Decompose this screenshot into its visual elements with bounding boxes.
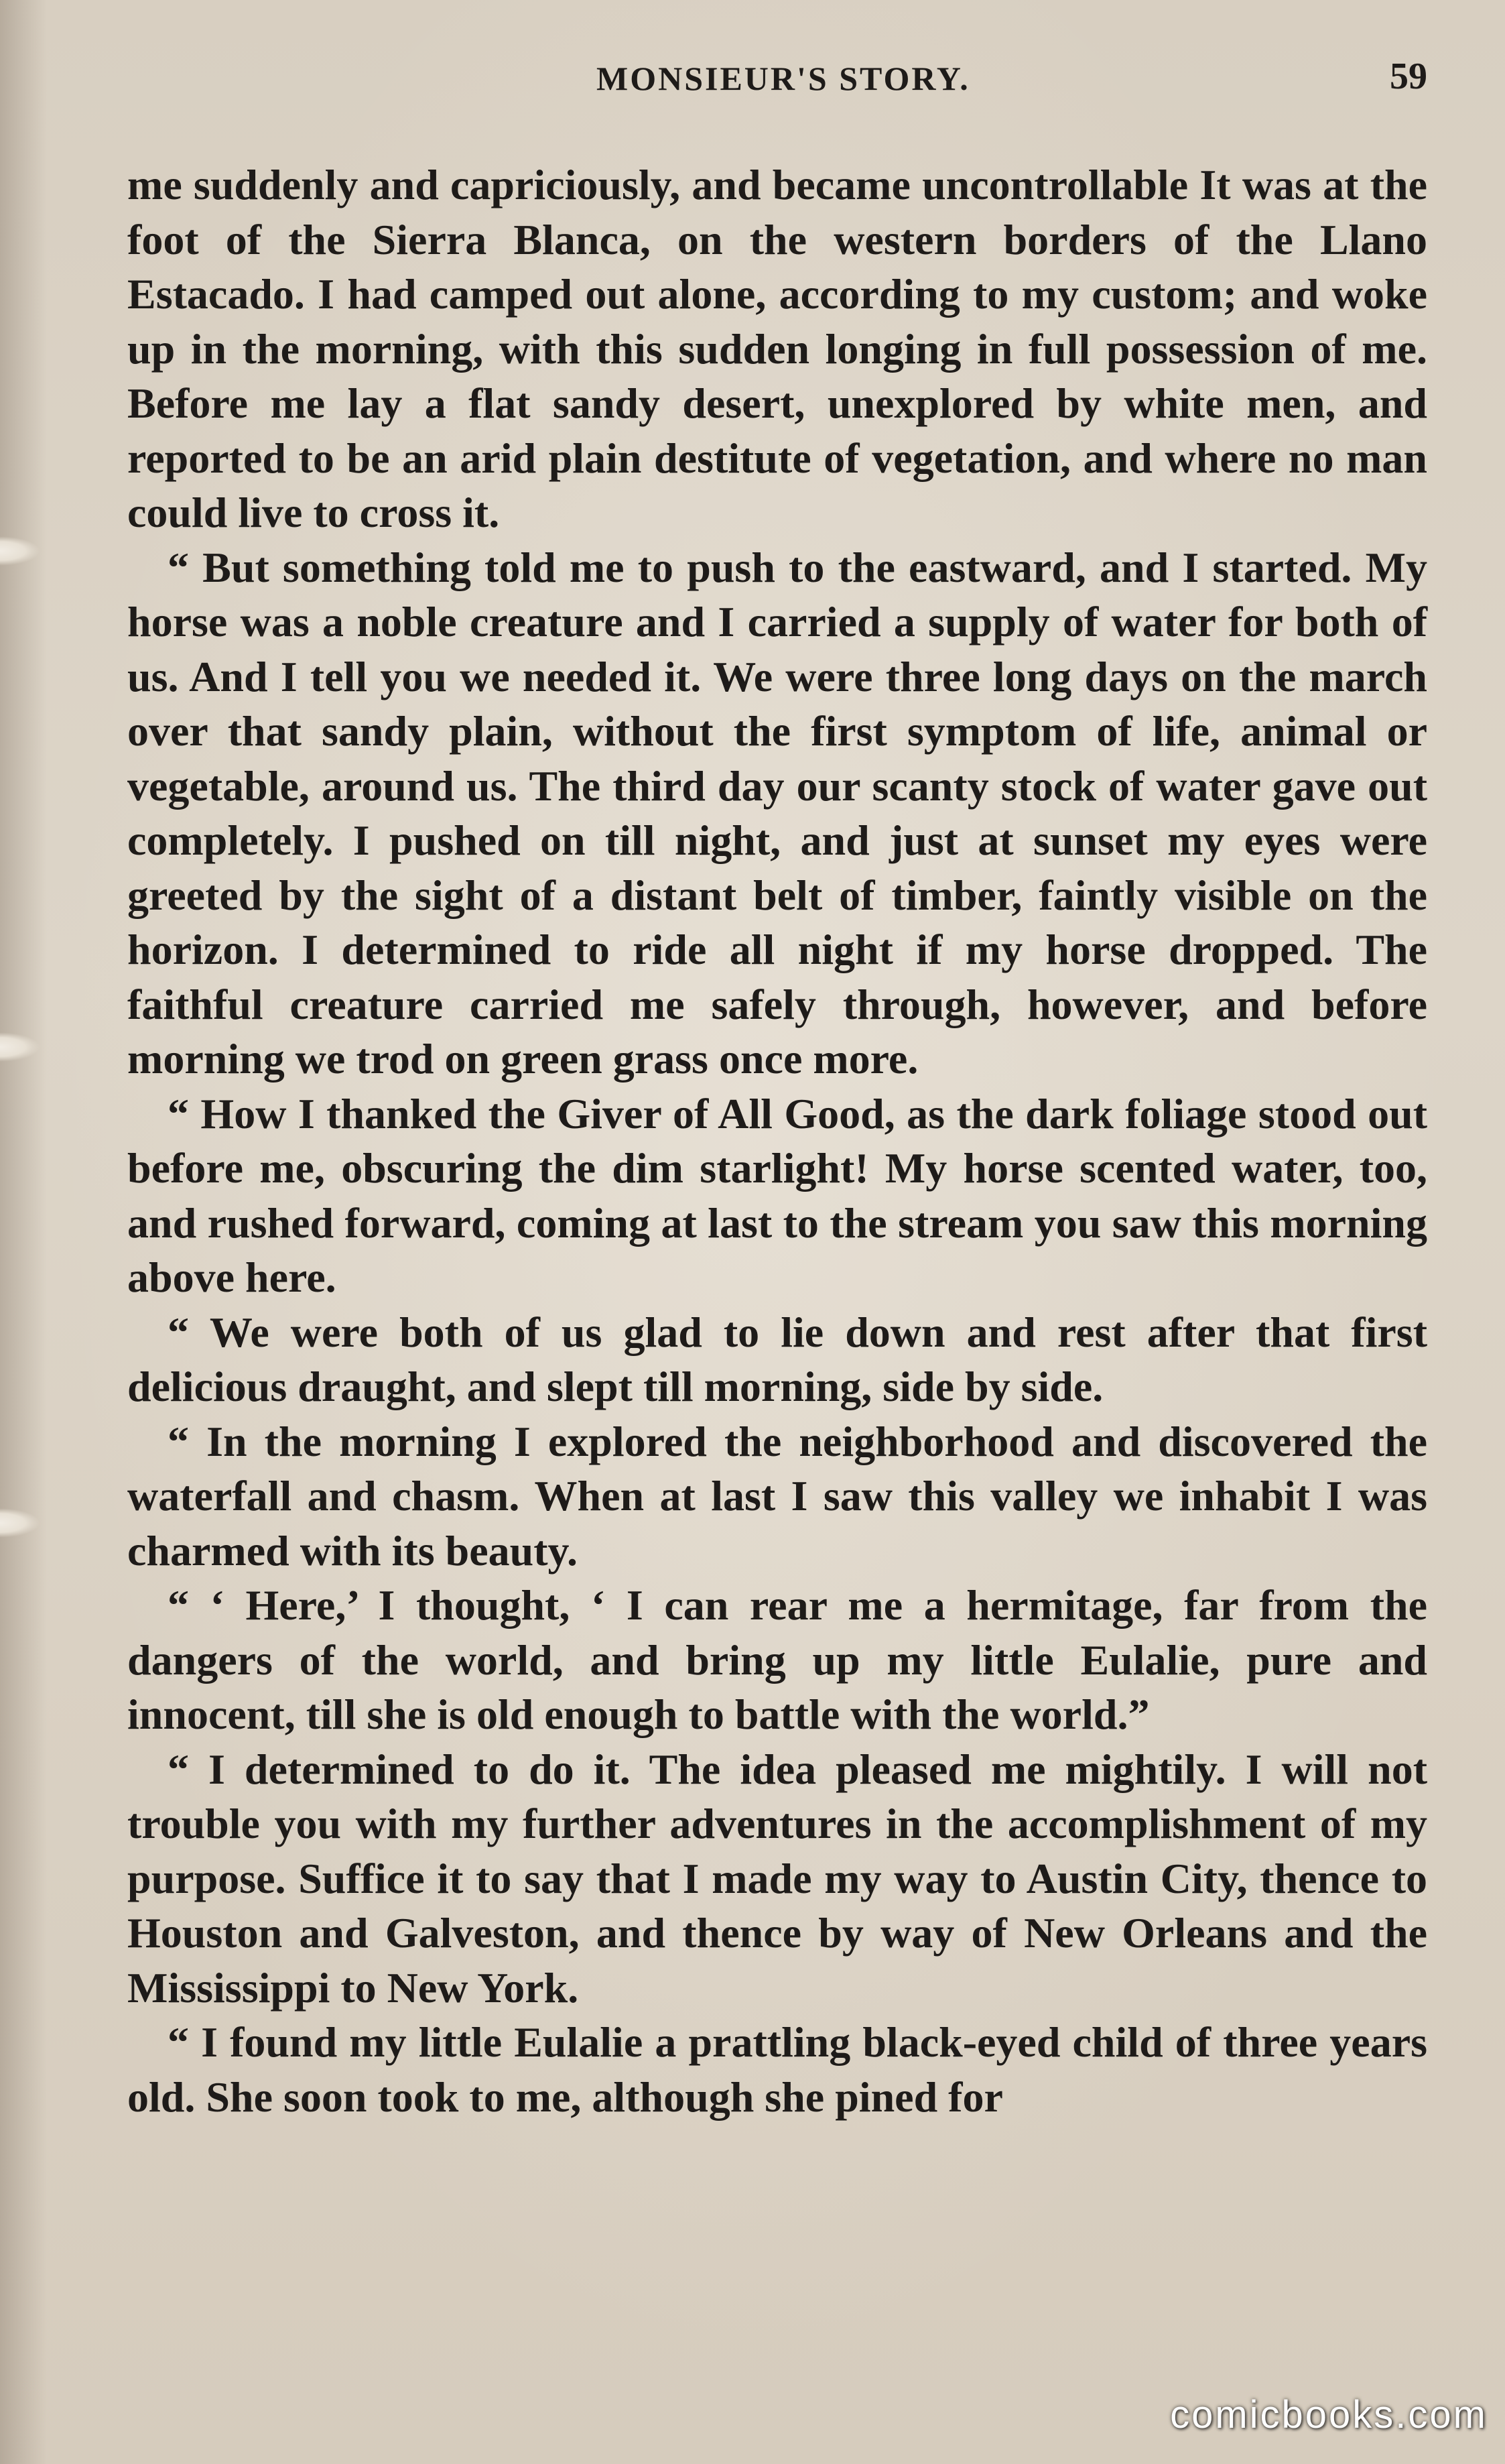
body-text — [127, 158, 1427, 2124]
page-number: 59 — [1390, 56, 1427, 97]
spine-shadow — [0, 0, 47, 2464]
watermark: comicbooks.com — [1170, 2393, 1488, 2437]
paragraph: “ I found my little Eulalie a prattling black-eyed child of three years old. She soon took to me, although she pined for — [127, 2018, 1427, 2121]
page-edge-tear — [0, 536, 40, 566]
page-edge-tear — [0, 1032, 40, 1062]
paragraph: “ But something told me to push to the eastward, and I started. My horse was a noble creature and I carried a supply of water for both of us. And I tell you we needed it. We were three long days on the march over that sandy plain, without the first symptom of life, animal or vegetable, around us. The third day our scanty stock of water gave out completely. I pushed on till night, and just at sunset my eyes were greeted by the sight of a distant belt of timber, faintly visible on the horizon. I determined to ride all night if my horse dropped. The faithful creature carried me safely through, however, and before morning we trod on green grass once more. — [127, 543, 1427, 1083]
page-header — [127, 56, 1427, 113]
paragraph: “ ‘ Here,’ I thought, ‘ I can rear me a hermitage, far from the dangers of the world, and bring up my little Eulalie, pure and innocent, till she is old enough to battle with the world.” — [127, 1581, 1427, 1738]
paragraph: “ I determined to do it. The idea pleased me mightily. I will not trouble you with my further adventures in the accomplishment of my purpose. Suffice it to say that I made my way to Austin City, thence to Houston and Galveston, and thence by way of New Orleans and the Mississippi to New York. — [127, 1745, 1427, 2012]
running-title: MONSIEUR'S STORY. — [596, 60, 970, 97]
page-edge-tear — [0, 1508, 40, 1538]
paragraph: “ How I thanked the Giver of All Good, as the dark foliage stood out before me, obscuring the dim starlight! My horse scented water, too, and rushed forward, coming at last to the stream you saw this morning above here. — [127, 1089, 1427, 1301]
paragraph: me suddenly and capriciously, and became uncontrollable It was at the foot of the Sierra Blanca, on the western borders of the Llano Estacado. I had camped out alone, according to my custom; and woke up in the morning, with this sudden longing in full possession of me. Before me lay a flat sandy desert, unexplored by white men, and reported to be an arid plain destitute of vegetation, and where no man could live to cross it. — [127, 161, 1427, 536]
paragraph: “ In the morning I explored the neighborhood and discovered the waterfall and chasm. When at last I saw this valley we inhabit I was charmed with its beauty. — [127, 1417, 1427, 1575]
paragraph: “ We were both of us glad to lie down and rest after that first delicious draught, and slept till morning, side by side. — [127, 1308, 1427, 1410]
